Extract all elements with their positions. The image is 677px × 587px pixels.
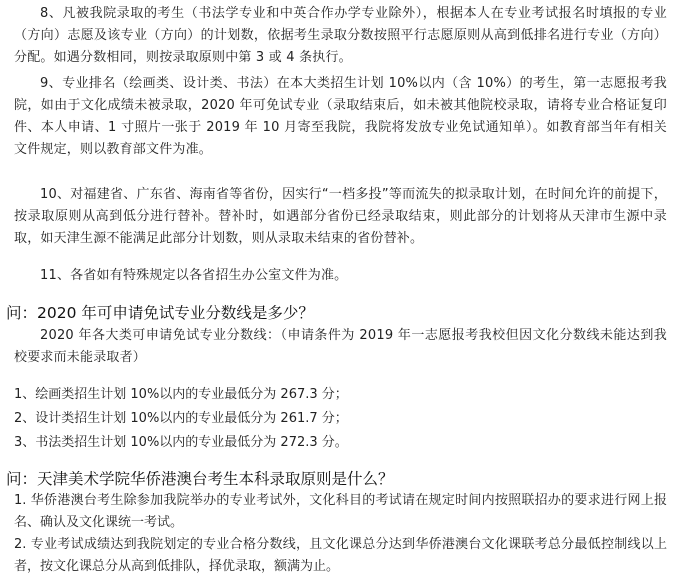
paragraph-rule-10: 10、对福建省、广东省、海南省等省份，因实行“一档多投”等而流失的拟录取计划，在时间允许的前提下，按录取原则从高到低分进行替补。替补时，如遇部分省份已经录取结束，则此部分的计划将从天津市生源中录取，如天津生源不能满足此部分计划数，则从录取未结束的省份替补。 [14,187,667,246]
list-item: 2、设计类招生计划 10%以内的专业最低分为 261.7 分； [14,411,348,426]
overseas-admission-answer [14,490,667,578]
paragraph-rule-9: 9、专业排名（绘画类、设计类、书法）在本大类招生计划 10%以内（含 10%）的考生，第一志愿报考我院，如由于文化成绩未被录取，2020 年可免试专业（录取结束后，如未被其他院校录取，请将专业合格证复印件、本人申请、1 寸照片一张于 2019 年 10 月寄至我院，我院将发放专业免试通知单）。如教育部当年有相关文件规定，则以教育部文件为准。 [14,76,667,157]
paragraph-rule-11: 11、各省如有特殊规定以各省招生办公室文件为准。 [40,268,348,283]
list-item: 1. 华侨港澳台考生除参加我院举办的专业考试外，文化科目的考试请在规定时间内按照联招办的要求进行网上报名、确认及文化课统一考试。 [14,493,667,530]
exemption-score-list [14,383,667,455]
faq-question-exemption-score: 问：2020 年可申请免试专业分数线是多少？ [6,304,314,322]
faq-question-overseas-admission: 问：天津美术学院华侨港澳台考生本科录取原则是什么？ [6,470,394,488]
list-item: 2. 专业考试成绩达到我院划定的专业合格分数线，且文化课总分达到华侨港澳台文化课联考总分最低控制线以上者，按文化课总分从高到低排队，择优录取，额满为止。 [14,537,667,574]
list-item: 1、绘画类招生计划 10%以内的专业最低分为 267.3 分； [14,387,348,402]
faq-answer-intro: 2020 年各大类可申请免试专业分数线：（申请条件为 2019 年一志愿报考我校但因文化分数线未能达到我校要求而未能录取者） [14,328,667,365]
list-item: 3、书法类招生计划 10%以内的专业最低分为 272.3 分。 [14,435,348,450]
paragraph-rule-8: 8、凡被我院录取的考生（书法学专业和中英合作办学专业除外），根据本人在专业考试报名时填报的专业（方向）志愿及该专业（方向）的计划数，依据考生录取分数按照平行志愿原则从高到低排名进行专业（方向）分配。如遇分数相同，则按录取原则中第 3 或 4 条执行。 [14,6,667,65]
